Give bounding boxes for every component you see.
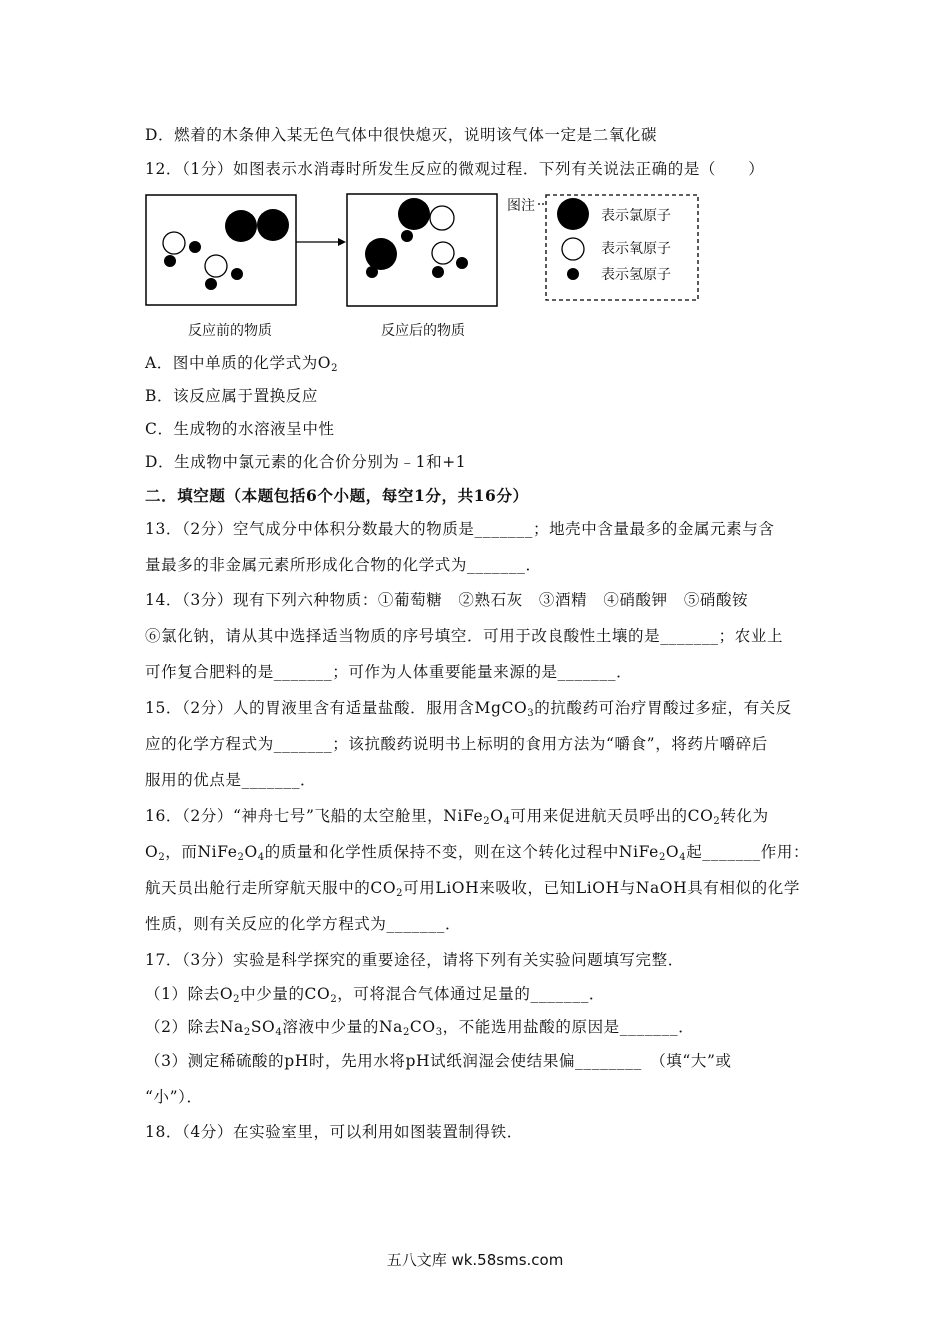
o-atom [430,206,454,230]
text-run: CO [409,1018,436,1036]
text-run: 16．（2分）“神舟七号”飞船的太空舱里，NiFe [145,807,484,825]
caption-after: 反应后的物质 [381,323,465,339]
cl-atom [365,238,397,270]
q11-option-d: D．燃着的木条伸入某无色气体中很快熄灭，说明该气体一定是二氧化碳 [145,126,658,144]
subscript: 4 [503,816,511,827]
text-run: O [244,843,258,861]
q12-option-a [145,353,338,373]
text-run: 起_______作用： [686,843,810,861]
h-atom [189,241,201,253]
q17-part-1 [145,984,605,1004]
text-run: 15．（2分）人的胃液里含有适量盐酸．服用含MgCO [145,699,528,717]
cl-atom [225,210,257,242]
q15-line-2: 应的化学方程式为_______；该抗酸药说明书上标明的食用方法为“嚼食”，将药片嚼碎后 [145,735,768,753]
o-atom [432,242,454,264]
legend-label-cl: 表示氯原子 [601,208,671,224]
h-atom [456,257,468,269]
q16-line-2 [145,842,809,862]
legend-label-h: 表示氢原子 [601,267,671,283]
text-run: 转化为 [720,807,769,825]
q12-option-a-text: A．图中单质的化学式为O [145,354,332,372]
subscript: 4 [679,852,687,863]
text-run: ，可将混合气体通过足量的_______． [337,985,606,1003]
subscript: 3 [527,708,535,719]
text-run: SO [250,1018,276,1036]
h-atom [401,230,413,242]
q12-option-d: D．生成物中氯元素的化合价分别为﹣1和+1 [145,453,467,471]
text-run: 的抗酸药可治疗胃酸过多症，有关反 [534,699,792,717]
q16-line-1 [145,806,769,826]
cl-atom [398,198,430,230]
q17-stem: 17．（3分）实验是科学探究的重要途径，请将下列有关实验问题填写完整． [145,951,684,969]
text-run: ，而NiFe [165,843,238,861]
q13-line-2: 量最多的非金属元素所形成化合物的化学式为_______． [145,556,542,574]
legend-label-o: 表示氧原子 [601,241,671,257]
q16-line-4: 性质，则有关反应的化学方程式为_______． [145,915,462,933]
reaction-arrow-head [338,238,346,246]
legend-title: 图注 [507,198,535,214]
h-atom [164,255,176,267]
text-run: ，不能选用盐酸的原因是_______． [442,1018,695,1036]
legend-h-symbol [567,268,579,280]
q16-line-3 [145,878,800,898]
q12-option-b: B．该反应属于置换反应 [145,387,318,405]
legend-o-symbol [562,238,584,260]
q14-line-1: 14．（3分）现有下列六种物质：①葡萄糖 ②熟石灰 ③酒精 ④硝酸钾 ⑤硝酸铵 [145,591,749,609]
text-run: 航天员出舱行走所穿航天服中的CO [145,879,397,897]
o-atom [163,232,185,254]
h-atom [366,266,378,278]
reaction-diagram [145,190,705,340]
text-run: 的质量和化学性质保持不变，则在这个转化过程中NiFe [264,843,659,861]
cl-atom [257,209,289,241]
h-atom [231,268,243,280]
subscript: 3 [435,1027,443,1038]
q14-line-3: 可作复合肥料的是_______；可作为人体重要能量来源的是_______． [145,663,633,681]
subscript: 2 [483,816,491,827]
subscript: 4 [275,1027,283,1038]
q12-stem: 12．（1分）如图表示水消毒时所发生反应的微观过程．下列有关说法正确的是（ ） [145,160,765,178]
footer-watermark: 五八文库 wk.58sms.com [386,1251,564,1269]
text-run: 可用来促进航天员呼出的CO [510,807,714,825]
q17-part-2 [145,1017,694,1037]
h-atom [205,278,217,290]
text-run: （2）除去Na [145,1018,244,1036]
text-run: O [490,807,504,825]
subscript: 2 [158,852,166,863]
q14-line-2: ⑥氯化钠，请从其中选择适当物质的序号填空．可用于改良酸性土壤的是_______；农业上 [145,627,784,645]
legend-cl-symbol [557,198,589,230]
o-atom [205,255,227,277]
q17-part-3: （3）测定稀硫酸的pH时，先用水将pH试纸润湿会使结果偏________ （填“大”或 [145,1052,732,1070]
subscript: 2 [396,888,404,899]
subscript: 2 [402,1027,410,1038]
caption-before: 反应前的物质 [188,323,272,339]
q17-part-3-cont: “小”）． [145,1088,203,1106]
section-heading: 二．填空题（本题包括6个小题，每空1分，共16分） [145,486,529,505]
subscript: 2 [331,363,339,374]
subscript: 2 [713,816,721,827]
subscript: 2 [330,994,338,1005]
subscript: 2 [233,994,241,1005]
text-run: （1）除去O [145,985,234,1003]
text-run: 可用LiOH来吸收，已知LiOH与NaOH具有相似的化学 [403,879,800,897]
text-run: O [665,843,680,861]
subscript: 2 [237,852,245,863]
q15-line-1 [145,698,792,718]
q15-line-3: 服用的优点是_______． [145,771,317,789]
text-run: 中少量的CO [240,985,331,1003]
subscript: 2 [658,852,666,863]
text-run: 溶液中少量的Na [282,1018,403,1036]
subscript: 4 [257,852,265,863]
q12-option-c: C．生成物的水溶液呈中性 [145,420,335,438]
text-run: O [145,843,159,861]
h-atom [432,266,444,278]
subscript: 2 [243,1027,251,1038]
q13-line-1: 13．（2分）空气成分中体积分数最大的物质是_______；地壳中含量最多的金属元素与含 [145,520,775,538]
q18-stem: 18．（4分）在实验室里，可以利用如图装置制得铁． [145,1123,523,1141]
